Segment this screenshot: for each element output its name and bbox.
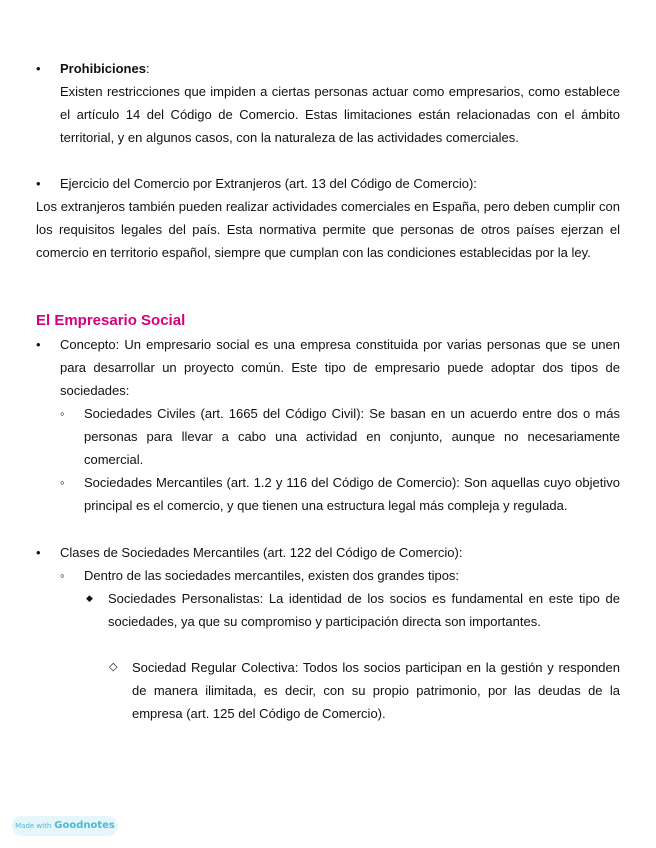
list-item-extranjeros: [36, 172, 620, 264]
bullet-circle-icon: ◦: [60, 406, 65, 421]
made-with-label: Made with: [15, 822, 52, 830]
bullet-diamond-outline-icon: ◇: [109, 661, 118, 673]
item-title: Clases de Sociedades Mercantiles: [60, 545, 260, 560]
bullet-circle-icon: ◦: [60, 475, 65, 490]
item-title: Concepto: [60, 337, 116, 352]
section-heading: El Empresario Social: [36, 312, 186, 329]
goodnotes-badge: [12, 816, 118, 836]
item-body: Existen restricciones que impiden a ciertas personas actuar como empresarios, como establece el artículo 14 del Código de Comercio. Estas limitaciones están relacionadas con el ámbito territorial, y en algunos casos, con la naturaleza de las actividades comerciales.: [60, 84, 620, 145]
list-item-dentro: [84, 564, 620, 587]
bullet-disc-icon: •: [36, 61, 41, 76]
bullet-disc-icon: •: [36, 545, 41, 560]
item-title: Sociedades Personalistas: [108, 591, 260, 606]
item-title: Sociedades Civiles: [84, 406, 196, 421]
item-title-suffix: (art. 13 del Código de Comercio):: [281, 176, 477, 191]
item-text: Dentro de las sociedades mercantiles, existen dos grandes tipos:: [84, 568, 460, 583]
item-title: Sociedad Regular Colectiva: [132, 660, 295, 675]
list-item-regular-colectiva: [132, 656, 620, 725]
item-text: : La identidad de los socios es fundamental en este tipo de sociedades, ya que su compromiso y participación directa son importantes.: [108, 591, 620, 629]
bullet-circle-icon: ◦: [60, 568, 65, 583]
item-text: : Todos los socios participan en la gestión y responden de manera ilimitada, es decir, con su propio patrimonio, por las deudas de la empresa (art. 125 del Código de Comercio).: [132, 660, 620, 721]
list-item-sociedades-civiles: [84, 402, 620, 471]
brand-label: Goodnotes: [54, 820, 115, 831]
item-text: (art. 1.2 y 116 del Código de Comercio): Son aquellas cuyo objetivo principal es el comercio, y que tienen una estructura legal más compleja y regulada.: [84, 475, 620, 513]
item-title-suffix: :: [145, 61, 150, 76]
list-item-personalistas: [108, 587, 620, 633]
item-title: Ejercicio del Comercio por Extranjeros: [60, 176, 282, 191]
list-item-concepto: [60, 333, 620, 402]
item-title: Sociedades Mercantiles: [84, 475, 223, 490]
bullet-disc-icon: •: [36, 337, 41, 352]
item-body: Los extranjeros también pueden realizar actividades comerciales en España, pero deben cumplir con los requisitos legales del país. Esta normativa permite que personas de otros países ejerzan el comercio en territorio español, siempre que cumplan con las condiciones establecidas por la ley.: [36, 199, 620, 260]
item-text: : Un empresario social es una empresa constituida por varias personas que se unen para desarrollar un proyecto común. Este tipo de empresario puede adoptar dos tipos de sociedades:: [60, 337, 620, 398]
item-title: Prohibiciones: [60, 61, 146, 76]
item-text: (art. 1665 del Código Civil): Se basan en un acuerdo entre dos o más personas para llevar a cabo una actividad en conjunto, aunque no necesariamente comercial.: [84, 406, 620, 467]
list-item-prohibiciones: [60, 57, 620, 149]
bullet-disc-icon: •: [36, 176, 41, 191]
list-item-sociedades-mercantiles: [84, 471, 620, 517]
item-text: (art. 122 del Código de Comercio):: [259, 545, 463, 560]
bullet-diamond-icon: ◆: [86, 593, 93, 603]
list-item-clases: [60, 541, 620, 564]
